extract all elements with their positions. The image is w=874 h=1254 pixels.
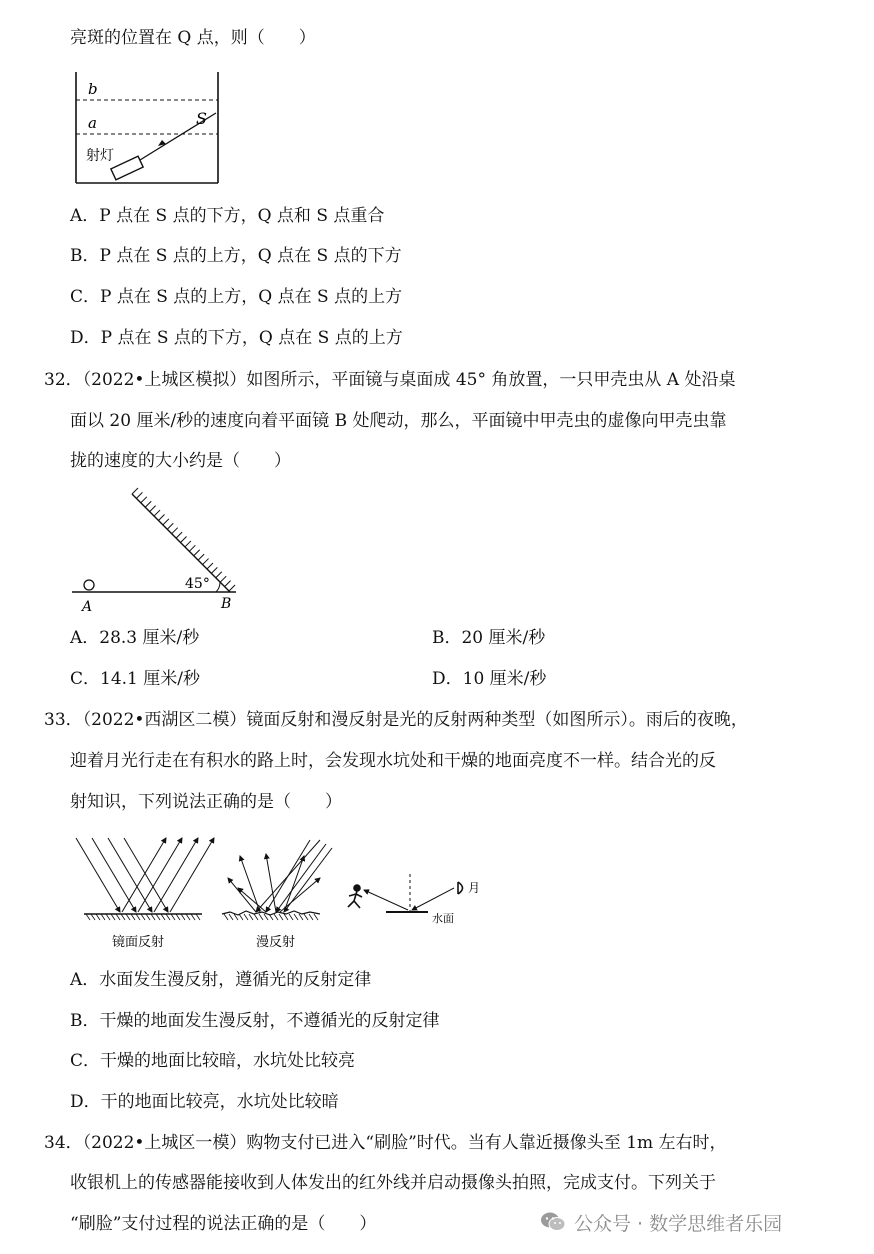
q33-option-d: D．干的地面比较亮，水坑处比较暗 <box>70 1092 339 1112</box>
q32-option-d: D．10 厘米/秒 <box>432 669 547 689</box>
label-point-b: B <box>221 596 232 612</box>
q32-stem-line-1: 32．（2022•上城区模拟）如图所示，平面镜与桌面成 45° 角放置，一只甲壳虫从 A 处沿桌 <box>44 370 736 390</box>
q34-stem-line-1: 34．（2022•上城区一模）购物支付已进入“刷脸”时代。当有人靠近摄像头至 1m 左右时， <box>44 1133 727 1153</box>
q33-stem-line-3: 射知识，下列说法正确的是（ ） <box>70 792 342 812</box>
q33-option-b: B．干燥的地面发生漫反射，不遵循光的反射定律 <box>70 1011 440 1031</box>
reflection-figure <box>70 826 490 954</box>
spotlight <box>111 156 143 180</box>
q34-stem-line-3: “刷脸”支付过程的说法正确的是（ ） <box>70 1214 377 1234</box>
label-point-a: A <box>82 599 93 615</box>
wechat-watermark <box>540 1206 782 1238</box>
caption-diffuse: 漫反射 <box>256 935 296 950</box>
q31-option-d: D．P 点在 S 点的下方，Q 点在 S 点的上方 <box>70 328 403 348</box>
incident-ray <box>412 888 454 910</box>
mirror-line <box>132 494 230 592</box>
label-lamp: 射灯 <box>86 148 114 164</box>
q32-stem-line-2: 面以 20 厘米/秒的速度向着平面镜 B 处爬动，那么，平面镜中甲壳虫的虚像向甲壳虫靠 <box>70 411 727 431</box>
tank-figure <box>70 68 230 188</box>
watermark-text: 公众号 · 数学思维者乐园 <box>574 1212 783 1235</box>
label-moon: 月 <box>468 881 481 895</box>
q32-option-b: B．20 厘米/秒 <box>432 628 546 648</box>
q32-option-c: C．14.1 厘米/秒 <box>70 669 200 689</box>
q33-option-a: A．水面发生漫反射，遵循光的反射定律 <box>70 970 372 990</box>
mirror-figure <box>70 478 250 616</box>
beetle <box>84 580 94 590</box>
q31-option-c: C．P 点在 S 点的上方，Q 点在 S 点的上方 <box>70 287 403 307</box>
q31-option-a: A．P 点在 S 点的下方，Q 点和 S 点重合 <box>70 206 385 226</box>
q32-stem-line-3: 拢的速度的大小约是（ ） <box>70 451 291 471</box>
label-s: S <box>196 109 207 128</box>
label-b: b <box>88 80 98 98</box>
caption-specular: 镜面反射 <box>112 935 165 950</box>
puddle-scene <box>348 874 463 912</box>
walker-icon <box>348 885 362 908</box>
q31-option-b: B．P 点在 S 点的上方，Q 点在 S 点的下方 <box>70 246 402 266</box>
q33-option-c: C．干燥的地面比较暗，水坑处比较亮 <box>70 1051 356 1071</box>
label-water-surface: 水面 <box>432 912 454 925</box>
mirror-hatching <box>132 488 235 591</box>
q33-stem-line-1: 33．（2022•西湖区二模）镜面反射和漫反射是光的反射两种类型（如图所示）。雨后的夜晚， <box>44 710 748 730</box>
q31-stem-tail: 亮斑的位置在 Q 点，则（ ） <box>70 28 316 48</box>
specular-reflection-diagram <box>76 838 214 920</box>
label-a: a <box>88 114 97 132</box>
diffuse-reflection-diagram <box>222 840 332 920</box>
angle-label: 45° <box>185 576 210 592</box>
q34-stem-line-2: 收银机上的传感器能接收到人体发出的红外线并启动摄像头拍照，完成支付。下列关于 <box>70 1173 716 1193</box>
reflected-ray <box>364 890 408 910</box>
angle-arc <box>216 582 220 592</box>
wechat-icon <box>540 1210 566 1234</box>
q33-stem-line-2: 迎着月光行走在有积水的路上时，会发现水坑处和干燥的地面亮度不一样。结合光的反 <box>70 751 716 771</box>
q32-option-a: A．28.3 厘米/秒 <box>70 628 200 648</box>
